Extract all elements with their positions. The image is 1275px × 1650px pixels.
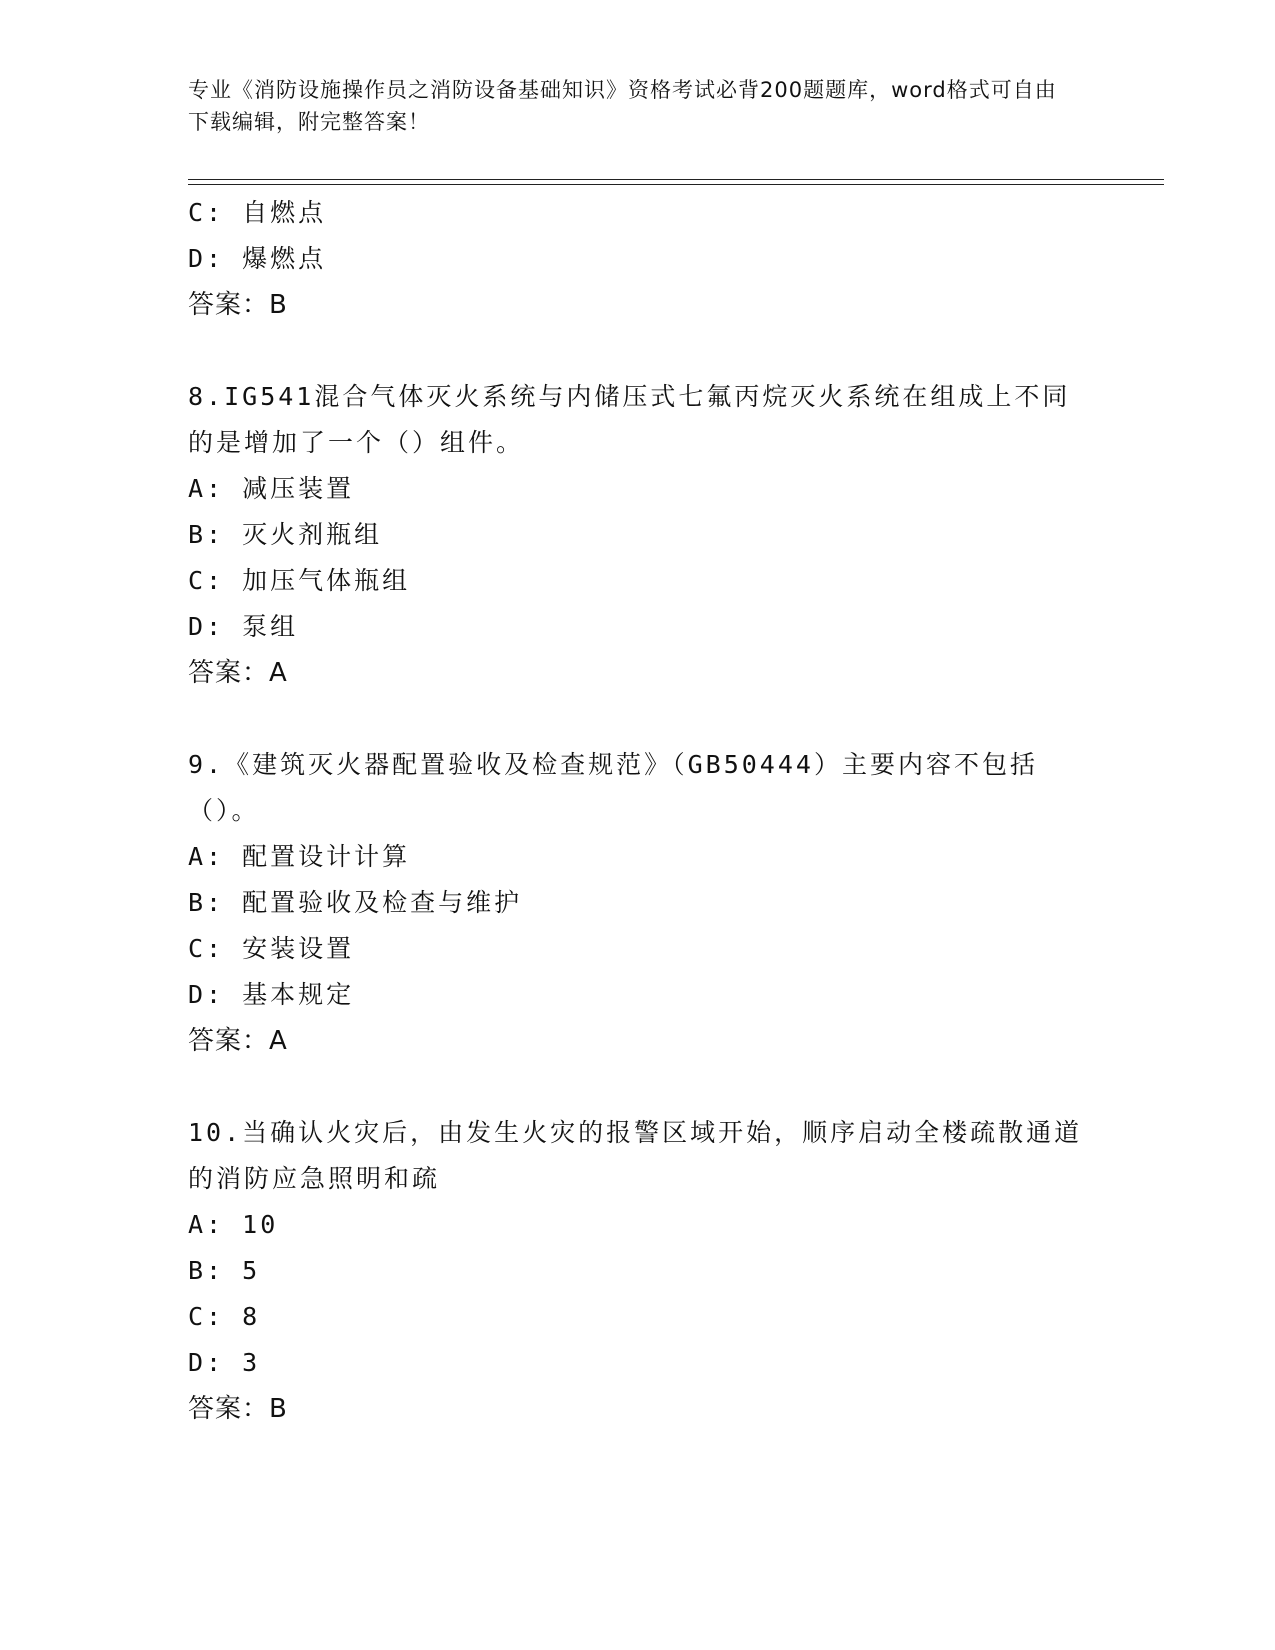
spacer bbox=[188, 328, 1088, 374]
question-7-continued bbox=[188, 190, 1088, 328]
option-d: D: 3 bbox=[188, 1348, 261, 1377]
answer-line: 答案：A bbox=[188, 658, 288, 688]
question-text: 10.当确认火灾后，由发生火灾的报警区域开始，顺序启动全楼疏散通道的消防应急照明和疏 bbox=[188, 1118, 1083, 1193]
document-header: 专业《消防设施操作员之消防设备基础知识》资格考试必背200题题库，word格式可自由下载编辑，附完整答案！ bbox=[188, 78, 1057, 134]
spacer bbox=[188, 1064, 1088, 1110]
option-b: B: 灭火剂瓶组 bbox=[188, 520, 383, 549]
option-a: A: 减压装置 bbox=[188, 474, 355, 503]
answer-line: 答案：B bbox=[188, 290, 288, 320]
option-d: D: 爆燃点 bbox=[188, 244, 327, 273]
question-8 bbox=[188, 374, 1088, 696]
option-b: B: 配置验收及检查与维护 bbox=[188, 888, 523, 917]
spacer bbox=[188, 696, 1088, 742]
question-10 bbox=[188, 1110, 1088, 1432]
answer-line: 答案：A bbox=[188, 1026, 288, 1056]
option-d: D: 泵组 bbox=[188, 612, 299, 641]
header-divider-bottom bbox=[188, 184, 1164, 185]
answer-line: 答案：B bbox=[188, 1394, 288, 1424]
option-d: D: 基本规定 bbox=[188, 980, 355, 1009]
option-a: A: 配置设计计算 bbox=[188, 842, 411, 871]
option-c: C: 安装设置 bbox=[188, 934, 355, 963]
question-text: 9.《建筑灭火器配置验收及检查规范》（GB50444）主要内容不包括（）。 bbox=[188, 750, 1038, 825]
option-c: C: 加压气体瓶组 bbox=[188, 566, 411, 595]
document-body bbox=[188, 190, 1088, 1432]
question-text: 8.IG541混合气体灭火系统与内储压式七氟丙烷灭火系统在组成上不同的是增加了一个（）组件。 bbox=[188, 382, 1071, 457]
option-c: C: 自燃点 bbox=[188, 198, 327, 227]
option-b: B: 5 bbox=[188, 1256, 261, 1285]
option-c: C: 8 bbox=[188, 1302, 261, 1331]
option-a: A: 10 bbox=[188, 1210, 279, 1239]
header-divider-top bbox=[188, 179, 1164, 180]
question-9 bbox=[188, 742, 1088, 1064]
